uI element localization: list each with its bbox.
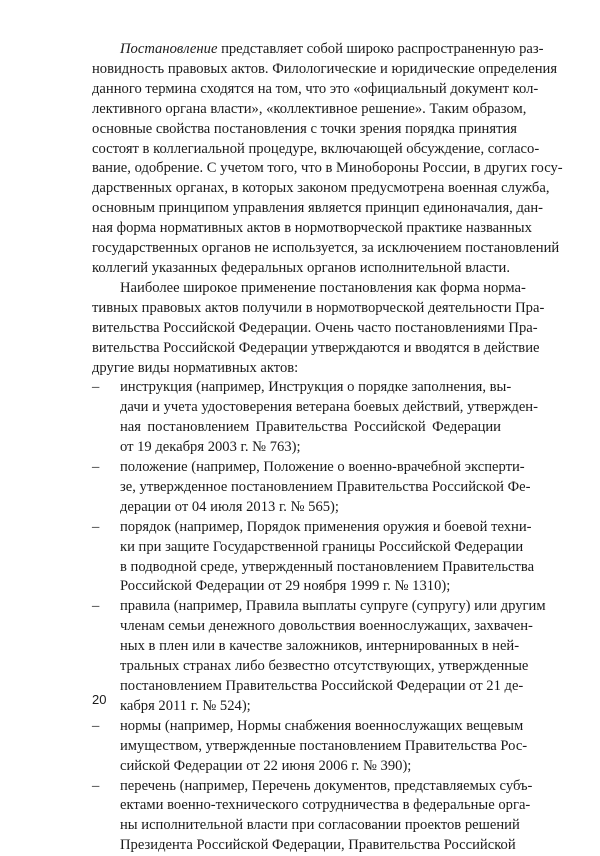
list-item-normy — [92, 717, 528, 777]
text-line: другие виды нормативных актов: — [92, 359, 299, 376]
text-line: от 19 декабря 2003 г. № 763); — [120, 439, 301, 456]
text-line: ная форма нормативных актов в нормотворческой практике названных — [92, 220, 532, 237]
text-line: – перечень (например, Перечень документов, представляемых субъ- — [92, 777, 501, 797]
text-line: ная постановлением Правительства Российской Федерации — [120, 419, 501, 436]
text-line: коллегий указанных федеральных органов исполнительной власти. — [92, 259, 510, 276]
text-line: ных в плен или в качестве заложников, интернированных в ней- — [120, 638, 520, 655]
text-line: вание, одобрение. С учетом того, что в Минобороны России, в других госу- — [92, 160, 563, 177]
text-line: сийской Федерации от 22 июня 2006 г. № 390); — [120, 757, 412, 774]
text-line: тивных правовых актов получили в нормотворческой деятельности Пра- — [92, 299, 545, 316]
dash-bullet: – — [92, 518, 100, 535]
text-line: вительства Российской Федерации. Очень часто постановлениями Пра- — [92, 319, 538, 336]
text-line: Российской Федерации от 29 ноября 1999 г. № 1310); — [120, 578, 451, 595]
dash-bullet: – — [92, 459, 100, 476]
text-line: дарственных органах, в которых законом предусмотрена военная служба, — [92, 180, 550, 197]
text-line: государственных органов не используется, за исключением постановлений — [92, 240, 560, 257]
text-line: тральных странах либо безвестно отсутствующих, утвержденные — [120, 658, 529, 675]
text-line: дерации от 04 июля 2013 г. № 565); — [120, 498, 339, 515]
text-line: дачи и учета удостоверения ветерана боевых действий, утвержден- — [120, 399, 538, 416]
text-line: – порядок (например, Порядок применения оружия и боевой техни- — [92, 518, 501, 538]
text-line: ектами военно-технического сотрудничества в федеральные орга- — [120, 797, 531, 814]
dash-bullet: – — [92, 379, 100, 396]
dash-bullet: – — [92, 598, 100, 615]
text-line: постановлением Правительства Российской Федерации от 21 де- — [120, 678, 524, 694]
text-line: зе, утвержденное постановлением Правительства Российской Фе- — [120, 478, 531, 495]
text-line: лективного органа власти», «коллективное решение». Таким образом, — [92, 100, 527, 117]
text-line: вительства Российской Федерации утверждаются и вводятся в действие — [92, 339, 540, 356]
text-line: основным принципом управления является принцип единоначалия, дан- — [92, 200, 544, 217]
text-line: – положение (например, Положение о военно-врачебной эксперти- — [92, 458, 501, 478]
list-item-instruktsiya — [92, 378, 538, 458]
list-item-polozhenie — [92, 458, 531, 518]
dash-bullet: – — [92, 717, 100, 734]
act-types-list — [92, 378, 546, 856]
text-line: основные свойства постановления с точки зрения порядка принятия — [92, 120, 517, 137]
text-line: Президента Российской Федерации, Правительства Российской — [120, 837, 516, 854]
text-line: ны исполнительной власти при согласовании проектов решений — [120, 817, 520, 834]
text-line: Постановление представляет собой широко распространенную раз- — [120, 41, 544, 57]
text-line: состоят в коллегиальной процедуре, включающей обсуждение, согласо- — [92, 140, 540, 157]
text-line: кабря 2011 г. № 524); — [120, 697, 251, 714]
text-line: – инструкция (например, Инструкция о порядке заполнения, вы- — [92, 378, 501, 398]
text-line: новидность правовых актов. Филологические и юридические определения — [92, 60, 558, 77]
text-line: членам семьи денежного довольствия военнослужащих, захвачен- — [120, 618, 533, 635]
text-line: в подводной среде, утвержденный постановлением Правительства — [120, 558, 535, 575]
italic-term: Постановление — [120, 41, 218, 57]
text-line: – нормы (например, Нормы снабжения военнослужащих вещевым — [92, 717, 501, 737]
dash-bullet: – — [92, 777, 100, 794]
paragraph-government-usage — [92, 279, 545, 379]
text-line: имуществом, утвержденные постановлением Правительства Рос- — [120, 737, 528, 754]
list-item-poryadok — [92, 518, 535, 598]
list-item-pravila — [92, 597, 546, 716]
paragraph-postanovlenie — [92, 40, 563, 279]
text-line: – правила (например, Правила выплаты супруге (супругу) или другим — [92, 597, 501, 617]
text-line: Наиболее широкое применение постановления как форма норма- — [120, 279, 526, 296]
page-number: 20 — [92, 692, 107, 707]
text-column — [92, 40, 563, 856]
text-line: данного термина сходятся на том, что это «официальный документ кол- — [92, 80, 539, 97]
text-line: ки при защите Государственной границы Российской Федерации — [120, 538, 524, 555]
list-item-perechen — [92, 777, 533, 856]
